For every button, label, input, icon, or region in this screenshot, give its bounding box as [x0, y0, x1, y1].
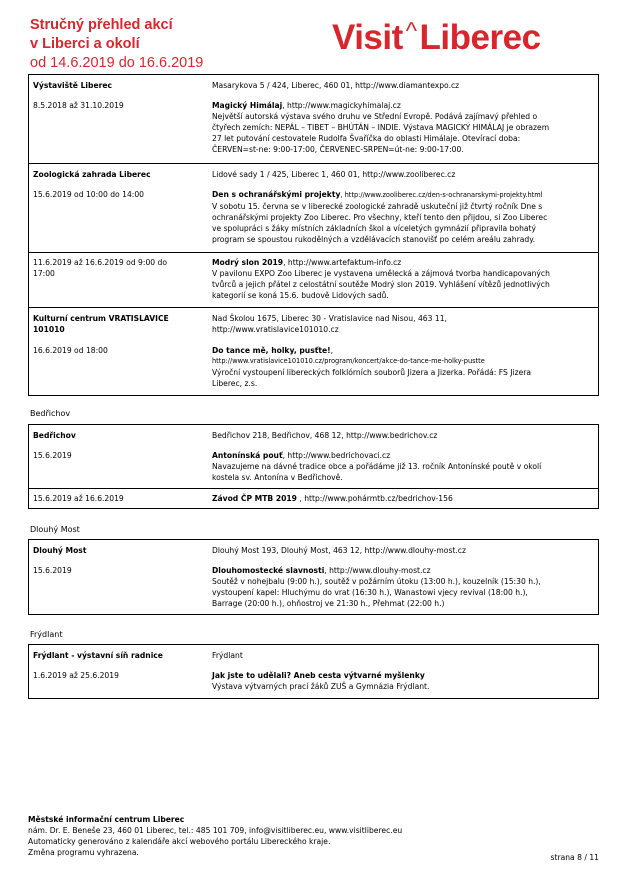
section-label-bedrichov: Bedřichov [30, 409, 71, 418]
table-row [29, 307, 598, 396]
event-title: Závod ČP MTB 2019 [212, 494, 297, 503]
venue-address-line: Nad Školou 1675, Liberec 30 - Vratislavice nad Nisou, 463 11, [212, 314, 447, 323]
logo-text-liberec: Liberec [419, 18, 541, 57]
event-desc-line: Výroční vystoupení libereckých folklórních souborů Jizera a Jizerka. Pořádá: FS Jizera [212, 368, 532, 377]
event-date: 15.6.2019 až 16.6.2019 [33, 494, 124, 503]
venue-name: Výstaviště Liberec [33, 81, 113, 90]
event-desc-line: vystoupení kapel: Hluchýmu do vrat (16:30 h.), Wanastowi vjecy revival (18:00 h.), [212, 588, 528, 597]
row-divider [29, 252, 598, 253]
venue-name: Frýdlant - výstavní síň radnice [33, 651, 163, 660]
dlouhy-most-table [28, 539, 599, 615]
event-desc-line: program se spoustou rukodělných a vzdělávacích stanovišť po celém areálu zahrady. [212, 235, 536, 244]
event-link[interactable]: , http://www.zooliberec.cz/den-s-ochranarskymi-projekty.html [340, 191, 543, 199]
event-date-line: 11.6.2019 až 16.6.2019 od 9:00 do [33, 258, 167, 267]
event-block [212, 257, 592, 301]
bedrichov-table [28, 424, 599, 509]
venue-name: Zoologická zahrada Liberec [33, 170, 151, 179]
event-desc-line: čtyřech zemích: NEPÁL – TIBET – BHÚTÁN – INDIE. Výstava MAGICKÝ HIMÁLAJ je obrazem [212, 123, 550, 132]
event-desc-line: ČERVEN=st-ne: 9:00-17:00, ČERVENEC-SRPEN=út-ne: 9:00-17:00. [212, 145, 464, 154]
venue-name-line: Kulturní centrum VRATISLAVICE [33, 314, 169, 323]
event-block [212, 100, 592, 155]
liberec-venues-table [28, 74, 599, 396]
event-desc-line: V pavilonu EXPO Zoo Liberec je vystavena umělecká a zájmová tvorba handicapovaných [212, 269, 550, 278]
venue-address: Lidové sady 1 / 425, Liberec 1, 460 01, http://www.zooliberec.cz [212, 170, 456, 179]
venue-name: Bedřichov [33, 431, 76, 440]
visit-liberec-logo [332, 10, 604, 57]
event-block [212, 189, 592, 245]
event-title: Do tance mě, holky, pusťte! [212, 346, 331, 355]
event-link: , [330, 346, 334, 355]
event-link[interactable]: http://www.vratislavice101010.cz/program/koncert/akce-do-tance-me-holky-pustte [212, 357, 485, 365]
footer-address: nám. Dr. E. Beneše 23, 460 01 Liberec, tel.: 485 101 709, info@visitliberec.eu, www.visitliberec.eu [28, 826, 403, 835]
venue-name-line: 101010 [33, 325, 65, 334]
section-label-dlouhy-most: Dlouhý Most [30, 525, 80, 534]
event-desc-line: 27 let putování cestovatele Rudolfa Švaříčka do oblasti Himálaje. Otevírací doba: [212, 134, 521, 143]
title-line-1: Stručný přehled akcí [30, 17, 173, 33]
event-title: Antonínská pouť [212, 451, 283, 460]
document-title [30, 16, 320, 73]
venue-address: Masarykova 5 / 424, Liberec, 460 01, http://www.diamantexpo.cz [212, 81, 460, 90]
logo-text-visit: Visit [332, 18, 403, 57]
venue-address: Frýdlant [212, 651, 243, 660]
footer-note: Automaticky generováno z kalendáře akcí webového portálu Libereckého kraje. [28, 837, 331, 846]
event-date [33, 257, 205, 279]
event-date: 16.6.2019 od 18:00 [33, 346, 108, 355]
logo-caret: ^ [405, 18, 417, 45]
event-date: 15.6.2019 [33, 566, 72, 575]
page-number: strana 8 / 11 [550, 853, 599, 862]
table-row [29, 163, 598, 324]
event-title: Den s ochranářskými projekty [212, 190, 341, 199]
event-link[interactable]: , http://www.pohármtb.cz/bedrichov-156 [296, 494, 453, 503]
event-date-line: 17:00 [33, 269, 55, 278]
event-block [212, 670, 592, 692]
event-desc-line: Soutěž v nohejbalu (9:00 h.), soutěž v požárním útoku (13:00 h.), kouzelník (15:30 h.), [212, 577, 541, 586]
event-date: 15.6.2019 [33, 451, 72, 460]
event-title: Dlouhomostecké slavnosti [212, 566, 325, 575]
event-title: Magický Himálaj [212, 101, 283, 110]
event-block [212, 565, 592, 609]
title-line-2: v Liberci a okolí [30, 36, 140, 52]
event-desc-line: Největší autorská výstava svého druhu ve Střední Evropě. Podává zajímavý přehled o [212, 112, 538, 121]
footer-note: Změna programu vyhrazena. [28, 848, 139, 857]
table-row [29, 75, 598, 163]
row-divider [29, 488, 598, 489]
event-title: Modrý slon 2019 [212, 258, 284, 267]
event-title: Jak jste to udělali? Aneb cesta výtvarné myšlenky [212, 671, 425, 680]
venue-name [33, 313, 205, 335]
event-link[interactable]: , http://www.magickyhimalaj.cz [282, 101, 401, 110]
event-desc-line: V sobotu 15. června se v liberecké zoologické zahradě uskuteční již čtvrtý ročník Dne s [212, 202, 543, 211]
event-desc-line: kostela sv. Antonína v Bedřichově. [212, 473, 343, 482]
event-date: 8.5.2018 až 31.10.2019 [33, 101, 124, 110]
venue-address: Dlouhý Most 193, Dlouhý Most, 463 12, http://www.dlouhy-most.cz [212, 546, 466, 555]
event-link[interactable]: , http://www.dlouhy-most.cz [324, 566, 431, 575]
footer-org: Městské informační centrum Liberec [28, 815, 185, 824]
venue-address: Bedřichov 218, Bedřichov, 468 12, http://www.bedrichov.cz [212, 431, 438, 440]
event-block [212, 345, 592, 389]
event-desc-line: kategorií se koná 15.6. budově Lidových sadů. [212, 291, 389, 300]
event-desc-line: Výstava výtvarných prací žáků ZUŠ a Gymnázia Frýdlant. [212, 682, 430, 691]
page-footer [28, 814, 599, 858]
event-desc-line: ve spolupráci s žáky místních základních škol a víceletých gymnázií připravila bohatý [212, 224, 537, 233]
event-date: 15.6.2019 od 10:00 do 14:00 [33, 190, 145, 199]
event-link[interactable]: , http://www.bedrichovaci.cz [282, 451, 391, 460]
event-desc-line: Barrage (20:00 h.), ohňostroj ve 21:30 h., Přehmat (22:00 h.) [212, 599, 445, 608]
event-desc-line: Liberec, z.s. [212, 379, 258, 388]
venue-address [212, 313, 592, 335]
venue-address-line: http://www.vratislavice101010.cz [212, 325, 339, 334]
event-link[interactable]: , http://www.artefaktum-info.cz [283, 258, 402, 267]
date-range: od 14.6.2019 do 16.6.2019 [30, 55, 204, 71]
event-desc-line: Navazujeme na dávné tradice obce a pořádáme již 13. ročník Antonínské poutě v okolí [212, 462, 542, 471]
event-desc-line: ochranářskými projekty Zoo Liberec. Pro všechny, kteří tento den přijdou, si Zoo Liberec [212, 213, 548, 222]
event-block [212, 450, 592, 483]
event-date: 1.6.2019 až 25.6.2019 [33, 671, 119, 680]
section-label-frydlant: Frýdlant [30, 630, 63, 639]
event-desc-line: tvůrců a jejich přátel z celostátní soutěže Modrý slon 2019. Vyhlášení vítězů jednotlivých [212, 280, 550, 289]
frydlant-table [28, 644, 599, 699]
event-block [212, 493, 592, 504]
venue-name: Dlouhý Most [33, 546, 87, 555]
